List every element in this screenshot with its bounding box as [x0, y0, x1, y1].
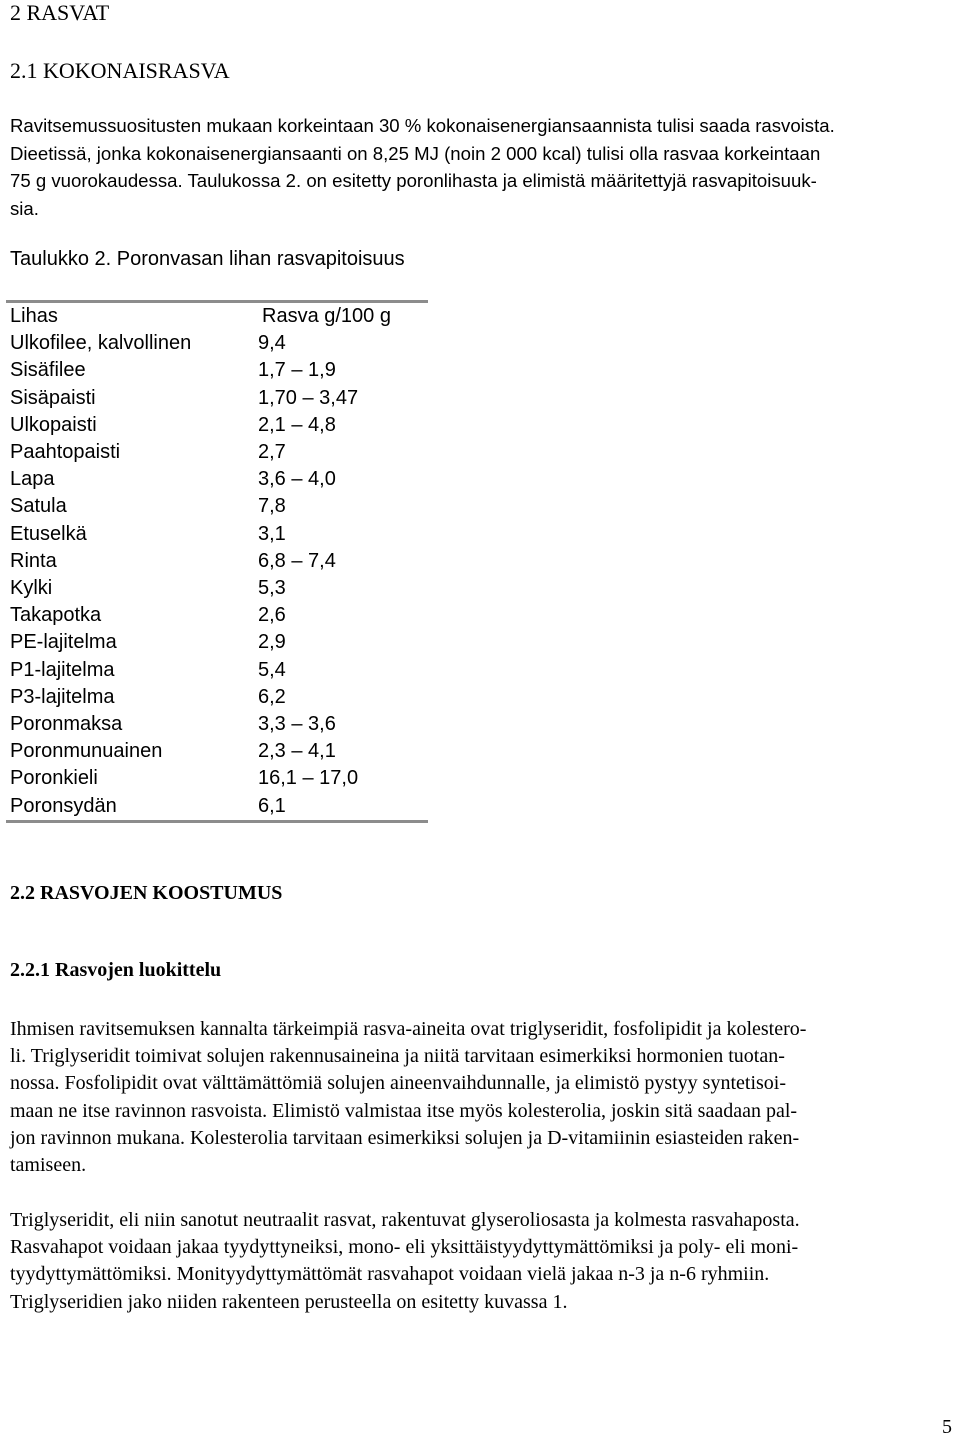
- table-bottom-rule: [6, 820, 428, 823]
- table-row: [6, 711, 428, 738]
- column-header-muscle: Lihas: [10, 305, 58, 327]
- paragraph-line: 75 g vuorokaudessa. Taulukossa 2. on esitetty poronlihasta ja elimistä määritettyjä rasvapitoisuuk-: [10, 170, 817, 191]
- cell-muscle: Poronmunuainen: [10, 740, 163, 763]
- table-row: [6, 330, 428, 357]
- cell-muscle: Satula: [10, 495, 67, 518]
- paragraph-line: Ihmisen ravitsemuksen kannalta tärkeimpiä rasva-aineita ovat triglyseridit, fosfolipidit ja kolestero-: [10, 1018, 807, 1040]
- paragraph-line: nossa. Fosfolipidit ovat välttämättömiä solujen aineenvaihdunnalle, ja elimistö pystyy syntetisoi-: [10, 1072, 786, 1095]
- cell-muscle: Poronkieli: [10, 767, 98, 790]
- lipids-paragraph: [10, 1016, 950, 1179]
- fat-content-table: [6, 300, 428, 823]
- cell-muscle: Poronsydän: [10, 794, 117, 817]
- table-row: [6, 738, 428, 765]
- cell-fat-value: 6,8 – 7,4: [258, 549, 336, 572]
- paragraph-line: sia.: [10, 197, 39, 219]
- cell-muscle: Sisäpaisti: [10, 386, 96, 409]
- cell-fat-value: 2,6: [258, 604, 286, 627]
- paragraph-line: Ravitsemussuositusten mukaan korkeintaan 30 % kokonaisenergiansaannista tulisi saada rasvoista.: [10, 115, 835, 136]
- cell-muscle: PE-lajitelma: [10, 631, 117, 654]
- cell-muscle: Ulkopaisti: [10, 413, 97, 436]
- table-row: [6, 793, 428, 820]
- column-header-fat: Rasva g/100 g: [262, 305, 391, 327]
- subsection-heading-luokittelu: 2.2.1 Rasvojen luokittelu: [10, 959, 222, 981]
- table-row: [6, 575, 428, 602]
- cell-muscle: Paahtopaisti: [10, 441, 121, 464]
- cell-fat-value: 2,3 – 4,1: [258, 740, 336, 763]
- paragraph-line: Triglyseridien jako niiden rakenteen perusteella on esitetty kuvassa 1.: [10, 1290, 568, 1313]
- cell-muscle: P1-lajitelma: [10, 658, 115, 681]
- paragraph-line: Rasvahapot voidaan jakaa tyydyttyneiksi, mono- eli yksittäistyydyttymättömiksi ja poly- eli moni-: [10, 1236, 799, 1259]
- cell-fat-value: 2,9: [258, 631, 286, 654]
- paragraph-line: jon ravinnon mukana. Kolesterolia tarvitaan esimerkiksi solujen ja D-vitamiinin esiasteiden raken-: [10, 1126, 800, 1149]
- table-body: [6, 330, 428, 820]
- cell-muscle: Etuselkä: [10, 522, 87, 545]
- table-row: [6, 493, 428, 520]
- cell-fat-value: 5,4: [258, 658, 286, 681]
- cell-muscle: Rinta: [10, 549, 57, 572]
- section-heading-koostumus: 2.2 RASVOJEN KOOSTUMUS: [10, 882, 283, 904]
- cell-fat-value: 2,1 – 4,8: [258, 413, 336, 436]
- intro-paragraph: [10, 112, 952, 222]
- cell-fat-value: 3,6 – 4,0: [258, 468, 336, 491]
- paragraph-line: tamiseen.: [10, 1154, 87, 1177]
- table-caption: Taulukko 2. Poronvasan lihan rasvapitoisuus: [10, 248, 405, 270]
- paragraph-line: Triglyseridit, eli niin sanotut neutraalit rasvat, rakentuvat glyseroliosasta ja kolmesta rasvahaposta.: [10, 1209, 800, 1231]
- cell-fat-value: 9,4: [258, 332, 286, 355]
- table-row: [6, 412, 428, 439]
- paragraph-line: li. Triglyseridit toimivat solujen rakennusaineina ja niitä tarvitaan esimerkiksi hormonien tuotan-: [10, 1045, 785, 1068]
- table-row: [6, 629, 428, 656]
- cell-muscle: Ulkofilee, kalvollinen: [10, 332, 192, 355]
- table-row: [6, 602, 428, 629]
- cell-fat-value: 6,1: [258, 794, 286, 817]
- paragraph-line: Dieetissä, jonka kokonaisenergiansaanti on 8,25 MJ (noin 2 000 kcal) tulisi olla rasvaa korkeintaan: [10, 142, 821, 164]
- triglycerides-paragraph: [10, 1207, 950, 1316]
- cell-fat-value: 1,70 – 3,47: [258, 386, 359, 409]
- table-row: [6, 684, 428, 711]
- cell-muscle: P3-lajitelma: [10, 685, 115, 708]
- cell-fat-value: 16,1 – 17,0: [258, 767, 359, 790]
- page-number: 5: [942, 1416, 952, 1438]
- table-row: [6, 548, 428, 575]
- table-row: [6, 657, 428, 684]
- cell-fat-value: 7,8: [258, 495, 286, 518]
- cell-muscle: Lapa: [10, 468, 55, 491]
- cell-muscle: Sisäfilee: [10, 359, 86, 382]
- cell-fat-value: 5,3: [258, 577, 286, 600]
- table-row: [6, 521, 428, 548]
- paragraph-line: tyydyttymättömiksi. Monityydyttymättömät rasvahapot voidaan vielä jakaa n-3 ja n-6 ryhmiin.: [10, 1263, 770, 1286]
- cell-muscle: Kylki: [10, 577, 53, 600]
- table-row: [6, 765, 428, 792]
- section-heading-kokonaisrasva: 2.1 KOKONAISRASVA: [10, 58, 230, 83]
- cell-fat-value: 3,1: [258, 522, 286, 545]
- cell-muscle: Takapotka: [10, 604, 102, 627]
- fat-table: [6, 303, 428, 820]
- cell-muscle: Poronmaksa: [10, 713, 123, 736]
- cell-fat-value: 1,7 – 1,9: [258, 359, 336, 382]
- paragraph-line: maan ne itse ravinnon rasvoista. Elimistö valmistaa itse myös kolesterolia, joskin sitä saadaan pal-: [10, 1099, 798, 1122]
- table-row: [6, 439, 428, 466]
- chapter-heading: 2 RASVAT: [10, 0, 110, 25]
- cell-fat-value: 2,7: [258, 441, 286, 464]
- table-row: [6, 385, 428, 412]
- table-header-row: [6, 303, 428, 330]
- cell-fat-value: 6,2: [258, 685, 286, 708]
- cell-fat-value: 3,3 – 3,6: [258, 713, 336, 736]
- table-row: [6, 466, 428, 493]
- table-row: [6, 357, 428, 384]
